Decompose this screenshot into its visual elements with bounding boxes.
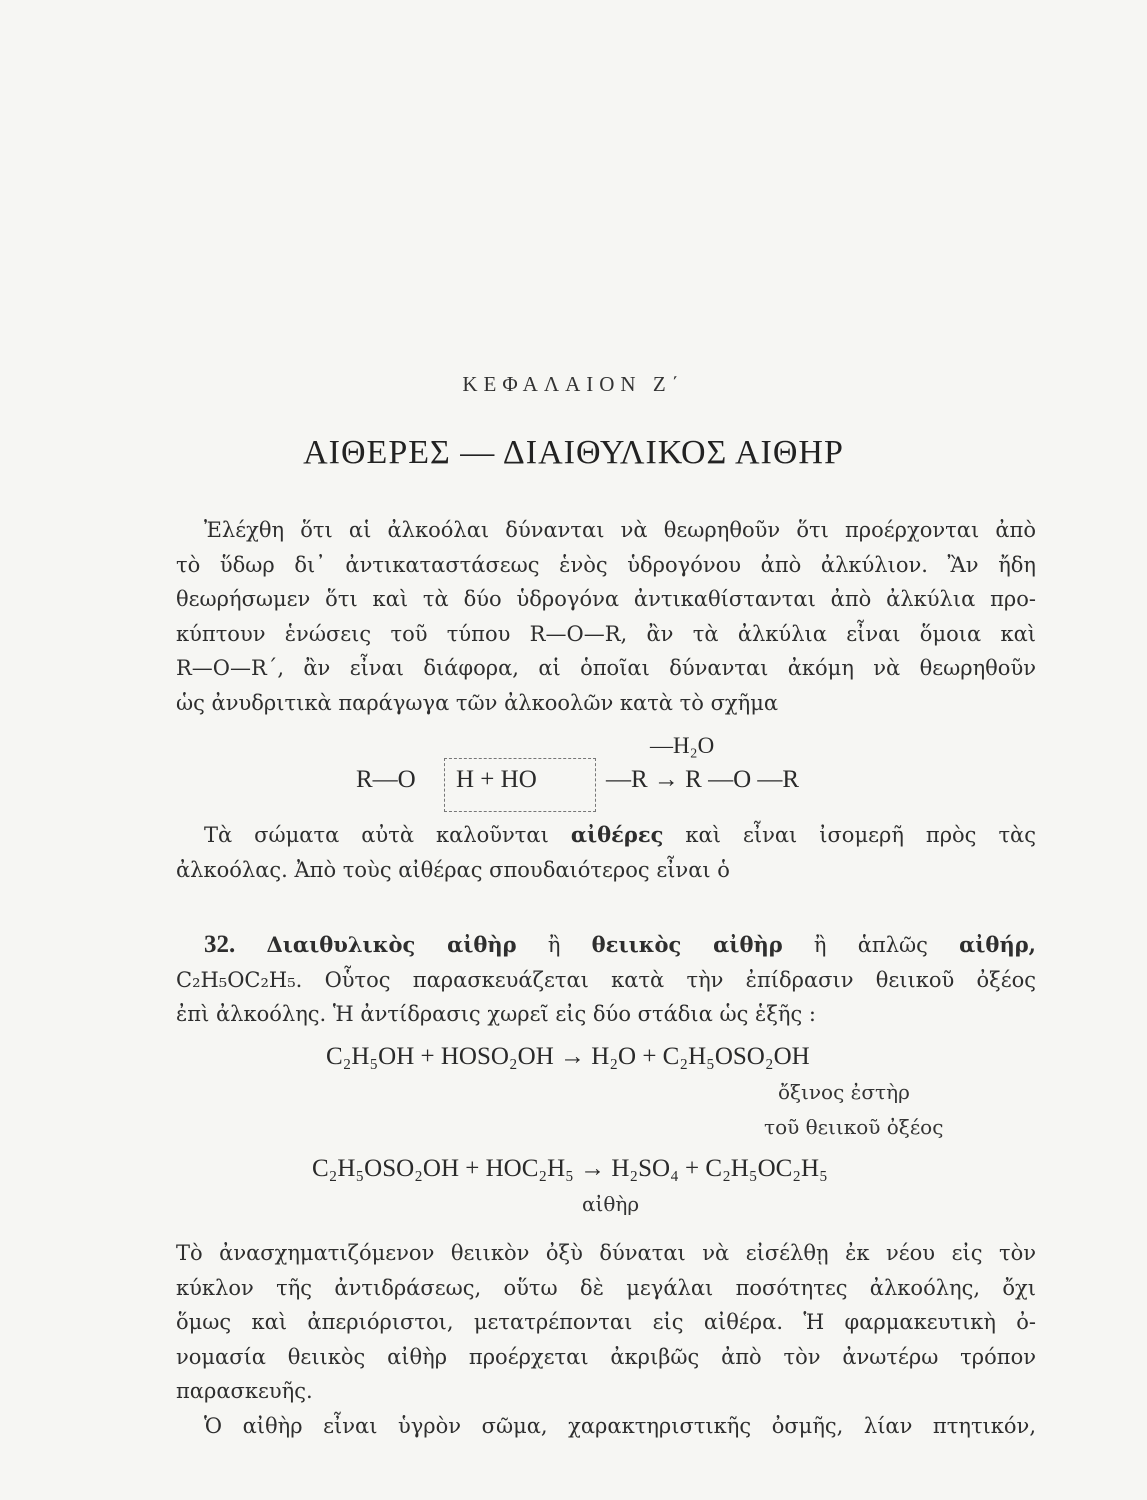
text-line: κύπτουν ἑνώσεις τοῦ τύπου R—O—R, ἂν τὰ ἀλκύλια εἶναι ὅμοια καὶ xyxy=(176,621,1036,646)
text-line: C₂H₅OC₂H₅. Οὗτος παρασκευάζεται κατὰ τὴν ἐπίδρασιν θειικοῦ ὀξέος xyxy=(176,967,1036,992)
text-line: Ἐλέχθη ὅτι αἱ ἀλκοόλαι δύνανται νὰ θεωρηθοῦν ὅτι προέρχονται ἀπὸ xyxy=(204,518,1036,542)
reaction-2: C₂H₅OSO₂OH + HOC₂H₅ → H₂SO₄ + C₂H₅OC₂H₅ xyxy=(312,1155,828,1182)
text-line: ὅμως καὶ ἀπεριόριστοι, μετατρέπονται εἰς αἰθέρα. Ἡ φαρμακευτικὴ ὀ- xyxy=(176,1310,1036,1334)
text-line: Ὁ αἰθὴρ εἶναι ὑγρὸν σῶμα, χαρακτηριστικῆς ὀσμῆς, λίαν πτητικόν, xyxy=(204,1413,1036,1438)
text-line: θεωρήσωμεν ὅτι καὶ τὰ δύο ὑδρογόνα ἀντικαθίστανται ἀπὸ ἀλκύλια προ- xyxy=(176,587,1036,611)
reaction-2-label: αἰθὴρ xyxy=(582,1192,640,1216)
scheme-water-loss: —H₂O xyxy=(650,733,715,758)
scheme-boxed: H + HO xyxy=(456,766,537,793)
term-ethers: αἰθέρες xyxy=(570,822,664,847)
scheme-left: R—O xyxy=(356,766,416,793)
closing-paragraph xyxy=(176,1236,1036,1443)
reaction-1: C₂H₅OH + HOSO₂OH → H₂O + C₂H₅OSO₂OH xyxy=(326,1043,810,1070)
text-line: R—O—R΄, ἂν εἶναι διάφορα, αἱ ὁποῖαι δύνανται ἀκόμη νὰ θεωρηθοῦν xyxy=(176,656,1036,680)
text-line: νομασία θειικὸς αἰθὴρ προέρχεται ἀκριβῶς ἀπὸ τὸν ἀνωτέρω τρόπον xyxy=(176,1344,1036,1369)
text-line: τὸ ὕδωρ δι᾽ ἀντικαταστάσεως ἑνὸς ὑδρογόνου ἀπὸ ἀλκύλιον. Ἂν ἤδη xyxy=(176,552,1036,577)
chapter-heading: ΚΕΦΑΛΑΙΟΝ Ζ΄ xyxy=(462,372,685,396)
text-line: κύκλον τῆς ἀντιδράσεως, οὕτω δὲ μεγάλαι ποσότητες ἀλκοόλης, ὄχι xyxy=(176,1275,1036,1300)
text-line: ὡς ἀνυδριτικὰ παράγωγα τῶν ἀλκοολῶν κατὰ τὸ σχῆμα xyxy=(176,690,779,715)
section-heading: 32. Διαιθυλικὸς αἰθὴρ ἢ θειικὸς αἰθὴρ ἢ ἁπλῶς αἰθήρ, xyxy=(204,931,1036,958)
chapter-title: ΑΙΘΕΡΕΣ — ΔΙΑΙΘΥΛΙΚΟΣ ΑΙΘΗΡ xyxy=(303,434,844,471)
text-line: ἀλκοόλας. Ἀπὸ τοὺς αἰθέρας σπουδαιότερος εἶναι ὁ xyxy=(176,857,730,882)
section-32 xyxy=(176,928,1036,1032)
intro-paragraph xyxy=(176,513,1036,720)
text-line: ἐπὶ ἀλκοόλης. Ἡ ἀντίδρασις χωρεῖ εἰς δύο στάδια ὡς ἑξῆς : xyxy=(176,1002,816,1026)
text-line: Τὸ ἀνασχηματιζόμενον θειικὸν ὀξὺ δύναται νὰ εἰσέλθῃ ἐκ νέου εἰς τὸν xyxy=(176,1241,1036,1265)
reaction-1-label: ὄξινος ἐστὴρ xyxy=(778,1080,910,1104)
text-line: παρασκευῆς. xyxy=(176,1379,313,1403)
ethers-paragraph xyxy=(176,818,1036,887)
scheme-right: —R → R —O —R xyxy=(606,766,800,793)
text-line: Τὰ σώματα αὐτὰ καλοῦνται αἰθέρες καὶ εἶναι ἰσομερῆ πρὸς τὰς xyxy=(204,822,1036,847)
reaction-1-label: τοῦ θειικοῦ ὀξέος xyxy=(764,1115,944,1139)
